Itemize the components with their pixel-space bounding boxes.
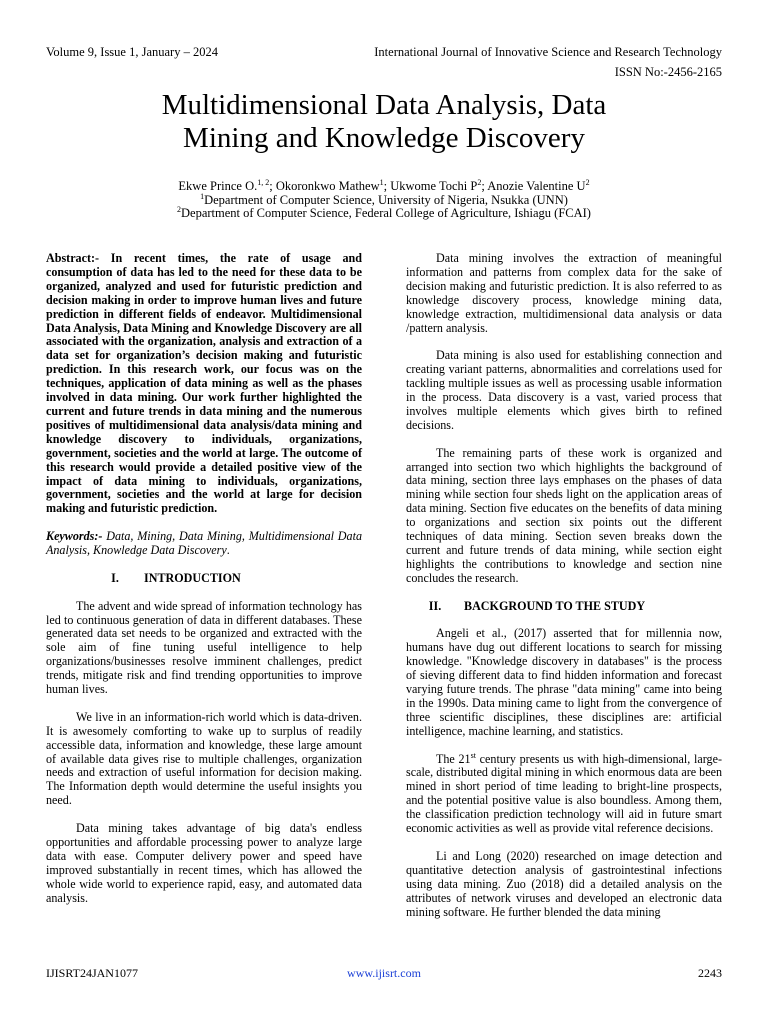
paper-title xyxy=(60,89,708,155)
section-number-2: II. xyxy=(428,598,442,613)
author-1-affiliation: 1, 2 xyxy=(257,178,270,187)
author-2-affiliation: 1 xyxy=(379,178,384,187)
intro-paragraph-1: The advent and wide spread of information technology has led to continuous generation of data in different databases. These generated data set needs to be organized and extracted with the sole aim of fine tuning useful intelligence to help organizations/businesses resolve imminent challenges, predict trends, mitigate risk and find trending opportunities to improve human lives. xyxy=(46,598,362,697)
keywords-text: Data, Mining, Data Mining, Multidimensional Data Analysis, Knowledge Data Discovery xyxy=(46,529,362,558)
author-3-affiliation: 2 xyxy=(477,178,482,187)
section-title-1: INTRODUCTION xyxy=(144,570,241,585)
background-paragraph-2 xyxy=(406,750,722,836)
affiliation-1 xyxy=(60,191,708,208)
author-1: Ekwe Prince O. xyxy=(178,179,258,193)
running-header-issn: ISSN No:-2456-2165 xyxy=(614,65,722,79)
affiliation-2-text: Department of Computer Science, Federal College of Agriculture, Ishiagu (FCAI) xyxy=(181,206,591,220)
affiliation-2 xyxy=(60,207,708,221)
abstract-label: Abstract:- xyxy=(46,251,100,265)
section-heading-background xyxy=(406,600,722,614)
background-p2-start: The 21 xyxy=(436,751,471,766)
background-paragraph-3: Li and Long (2020) researched on image detection and quantitative detection analysis of gastrointestinal infections using data mining. Zuo (2018) did a detailed analysis on the attributes of network viruses and developed an electronic data mining software. He further blended the data mining xyxy=(406,848,722,919)
abstract xyxy=(46,252,362,516)
paper-title-line-2: Mining and Knowledge Discovery xyxy=(183,122,585,154)
background-paragraph-1: Angeli et al., (2017) asserted that for millennia now, humans have dug out different locations to search for missing knowledge. "Knowledge discovery in databases" is the process of sieving different data to find hidden information and forecast varying future trends. The phrase "data mining" came into being in the 1990s. Data mining came to light from the convergence of three scientific disciplines, these disciplines are: artificial intelligence, machine learning, and statistics. xyxy=(406,626,722,738)
author-list xyxy=(60,180,708,194)
intro-paragraph-6: The remaining parts of these work is organized and arranged into section two which highlights the background of data mining, section three lays emphases on the phases of data mining while section four sheds light on the application areas of data mining. Section five educates on the benefits of data mining to organizations and section six points out the different techniques of data mining. Section seven breaks down the current and future trends of data mining, while section eight highlights the contributions to knowledge and section nine concludes the research. xyxy=(406,445,722,585)
intro-paragraph-4: Data mining involves the extraction of meaningful information and patterns from complex data for the sake of decision making and futuristic prediction. It is also referred to as knowledge discovery process, knowledge mining data, knowledge extraction, multidimensional data analysis or data /pattern analysis. xyxy=(406,251,722,335)
author-4: ; Anozie Valentine U xyxy=(481,179,586,193)
section-heading-introduction xyxy=(86,572,362,586)
affiliation-2-marker: 2 xyxy=(177,205,182,214)
affiliation-1-text: Department of Computer Science, University of Nigeria, Nsukka (UNN) xyxy=(204,192,568,207)
keywords-label: Keywords:- xyxy=(46,529,103,544)
running-header-volume: Volume 9, Issue 1, January – 2024 xyxy=(46,45,218,59)
author-3: ; Ukwome Tochi P xyxy=(383,179,478,193)
intro-paragraph-5: Data mining is also used for establishing connection and creating variant patterns, abnormalities and correlations used for tackling multiple issues as well as processing usable information in the process. Data discovery is a vast, varied process that involves multiple elements which gives birth to refined decisions. xyxy=(406,348,722,432)
abstract-text: In recent times, the rate of usage and consumption of data has led to the need for these data to be organized, analyzed and used for futuristic prediction and decision making in order to improve human lives and future prediction in different fields of endeavor. Multidimensional Data Analysis, Data Mining and Knowledge Discovery are all associated with the organization, analysis and extraction of a data set for organization’s decision making and futuristic prediction. In this research work, our focus was on the techniques, application of data mining as well as the phases involved in data mining. Our work further highlighted the current and future trends in data mining and the numerous positives of multidimensional data analysis/data mining and knowledge discovery to individuals, organizations, government, societies and the world at large. The outcome of this research would provide a detailed positive view of the impact of data mining to individuals, organizations, government, societies and the world at large for decision making and futuristic prediction. xyxy=(46,251,362,516)
background-p2-rest: century presents us with high-dimensional, large-scale, distributed digital mining in which enormous data are been mined in short period of time leading to bright-line prospects, and the potential positive value is also boundless. Among them, the classification prediction technology will aid in future smart economic activities as well as provide vital reference decisions. xyxy=(406,751,722,836)
footer-paper-id: IJISRT24JAN1077 xyxy=(46,966,138,980)
footer-website-link[interactable]: www.ijisrt.com xyxy=(347,966,421,980)
paper-title-line-1: Multidimensional Data Analysis, Data xyxy=(161,89,607,121)
running-header-journal: International Journal of Innovative Science and Research Technology xyxy=(374,45,722,59)
author-block xyxy=(60,180,708,221)
background-p2-superscript: st xyxy=(470,750,476,760)
footer-page-number: 2243 xyxy=(698,966,722,980)
left-column xyxy=(46,252,362,906)
intro-paragraph-2: We live in an information-rich world which is data-driven. It is awesomely comforting to wake up to surplus of readily accessible data, information and knowledge, these large amount of available data gives rise to multiple challenges, organization needs and extraction of useful information for decision making. The Information depth would determine the useful insights you need. xyxy=(46,709,362,808)
section-number-1: I. xyxy=(111,570,119,585)
right-column xyxy=(406,252,722,919)
section-title-2: BACKGROUND TO THE STUDY xyxy=(464,598,646,613)
author-4-affiliation: 2 xyxy=(585,178,590,187)
keywords-end: . xyxy=(226,543,230,558)
keywords xyxy=(46,530,362,558)
intro-paragraph-3: Data mining takes advantage of big data's endless opportunities and affordable processing power to analyze large data with ease. Computer delivery power and speed have improved substantially in recent times, which has allowed the whole wide world to experience rapid, easy, and automated data analysis. xyxy=(46,821,362,905)
affiliation-1-marker: 1 xyxy=(200,191,205,201)
author-2: ; Okoronkwo Mathew xyxy=(269,179,380,193)
